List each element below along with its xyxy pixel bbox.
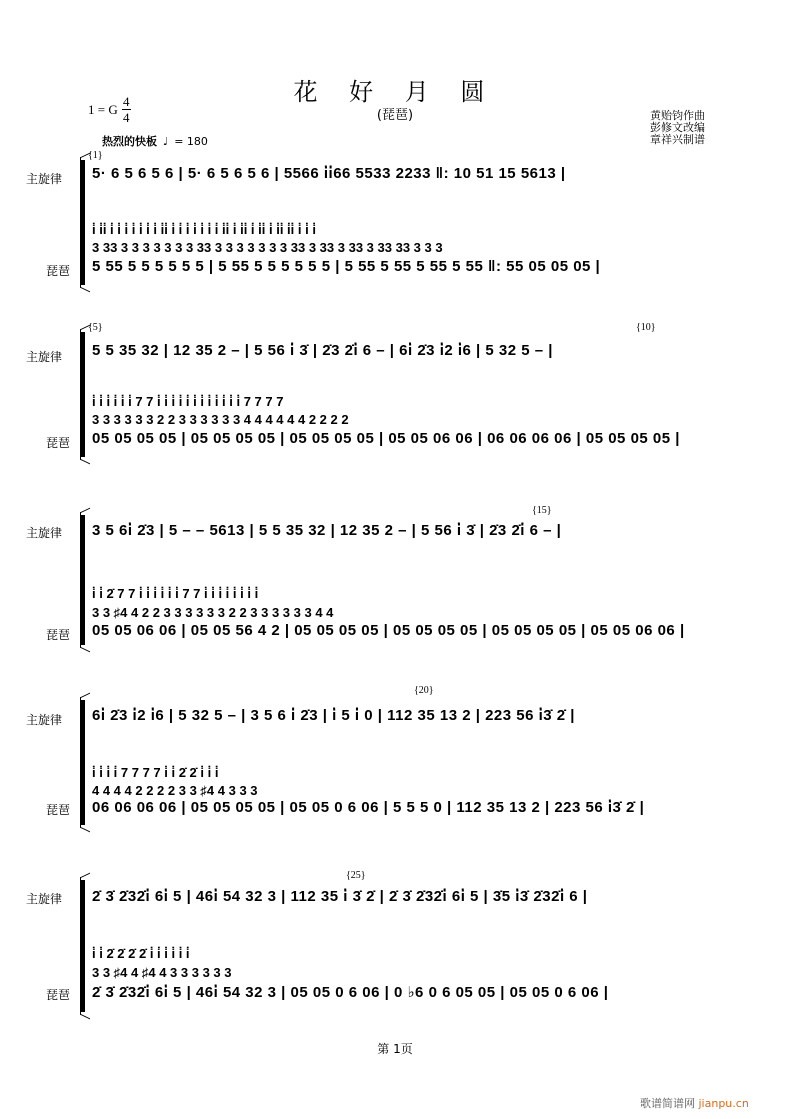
credits [650, 110, 705, 146]
pipa-chord-mid: 4 4 4 4 2 2 2 2 3 3 ♯4 4 3 3 3 [92, 783, 258, 798]
composer: 黄贻钧作曲 [650, 109, 705, 122]
pipa-chord-top: i̇ i̇ i̇ i̇ i̇ i̇ 7 7 i̇ i̇ i̇ i̇ i̇ i̇ i̇ i̇ i̇ i̇ i̇ i̇ 7 7 7 7 [92, 394, 284, 409]
part-label-pipa: 琵琶 [46, 628, 71, 642]
pipa-staff: 5 55 5 5 5 5 5 5 | 5 55 5 5 5 5 5 5 | 5 55 5 55 5 55 5 55 ‖: 55 05 05 05 | [92, 258, 601, 275]
system-bracket [80, 515, 85, 645]
pipa-chord-mid: 3 3 3 3 3 3 2 2 3 3 3 3 3 3 4 4 4 4 4 4 2 2 2 2 [92, 412, 349, 427]
pipa-chord-top: i̇ i̇ 2̇ 7 7 i̇ i̇ i̇ i̇ i̇ i̇ 7 7 i̇ i̇ i̇ i̇ i̇ i̇ i̇ i̇ [92, 586, 259, 601]
melody-staff: 5· 6 5 6 5 6 | 5· 6 5 6 5 6 | 5566 i̇i̇66 5533 2233 ‖: 10 51 15 5613 | [92, 165, 566, 182]
melody-staff: 3 5 6i̇ 2̇3 | 5 – – 5613 | 5 5 35 32 | 12 35 2 – | 5 56 i̇ 3̇ | 2̇3 2̇i̇ 6 – | [92, 522, 562, 539]
melody-staff: 2̇ 3̇ 2̇32̇i̇ 6i̇ 5 | 46i̇ 54 32 3 | 112 35 i̇ 3̇ 2̇ | 2̇ 3̇ 2̇32̇i̇ 6i̇ 5 | 3̇5 i̇3̇ 2̇32̇i̇ 6 | [92, 888, 588, 905]
score-subtitle: (琵琶) [376, 108, 414, 123]
page-number: 第 1页 [377, 1042, 413, 1056]
melody-staff: 6i̇ 2̇3 i̇2 i̇6 | 5 32 5 – | 3 5 6 i̇ 2̇3 | i̇ 5 i̇ 0 | 112 35 13 2 | 223 56 i̇3̇ 2̇ | [92, 707, 576, 724]
system-4 [0, 685, 790, 830]
part-label-melody: 主旋律 [26, 713, 63, 727]
part-label-pipa: 琵琶 [46, 264, 71, 278]
part-label-pipa: 琵琶 [46, 803, 71, 817]
pipa-staff: 2̇ 3̇ 2̇32̇i̇ 6i̇ 5 | 46i̇ 54 32 3 | 05 05 0 6 06 | 0 ♭6 0 6 05 05 | 05 05 0 6 06 | [92, 984, 609, 1001]
system-bracket [80, 700, 85, 825]
tempo-text: 热烈的快板 [102, 135, 157, 148]
melody-staff: 5 5 35 32 | 12 35 2 – | 5 56 i̇ 3̇ | 2̇3 2̇i̇ 6 – | 6i̇ 2̇3 i̇2 i̇6 | 5 32 5 – | [92, 342, 553, 359]
rehearsal-mark: {15} [532, 505, 552, 516]
part-label-pipa: 琵琶 [46, 988, 71, 1002]
key-text: 1 = G [88, 101, 118, 117]
system-bracket [80, 160, 85, 285]
part-label-pipa: 琵琶 [46, 436, 71, 450]
part-label-melody: 主旋律 [26, 172, 63, 186]
time-signature: 4 4 [122, 94, 130, 125]
score-title: 花 好 月 圆 [293, 78, 497, 106]
pipa-staff: 06 06 06 06 | 05 05 05 05 | 05 05 0 6 06 | 5 5 5 0 | 112 35 13 2 | 223 56 i̇3̇ 2̇ | [92, 799, 645, 816]
pipa-chord-top: i̇ i̇i̇ i̇ i̇ i̇ i̇ i̇ i̇ i̇ i̇i̇ i̇ i̇ i̇ i̇ i̇ i̇ i̇ i̇i̇ i̇ i̇i̇ i̇ i̇i̇ i̇ i̇i̇ i̇i̇ i̇ i̇ i̇ [92, 222, 316, 237]
key-signature [88, 95, 131, 124]
system-3 [0, 500, 790, 645]
system-2 [0, 322, 790, 462]
transcriber: 章祥兴制谱 [650, 133, 705, 146]
rehearsal-mark: {1} [88, 150, 103, 161]
pipa-chord-mid: 3 3 ♯4 4 ♯4 4 3 3 3 3 3 3 [92, 965, 232, 980]
rehearsal-mark: {20} [414, 685, 434, 696]
arranger: 彭修文改编 [650, 121, 705, 134]
system-bracket [80, 880, 85, 1012]
pipa-staff: 05 05 05 05 | 05 05 05 05 | 05 05 05 05 | 05 05 06 06 | 06 06 06 06 | 05 05 05 05 | [92, 430, 680, 447]
rehearsal-mark-10: {10} [636, 322, 656, 333]
pipa-chord-mid: 3 3 ♯4 4 2 2 3 3 3 3 3 3 2 2 3 3 3 3 3 3 4 4 [92, 605, 334, 620]
pipa-chord-top: i̇ i̇ i̇ i̇ 7 7 7 7 i̇ i̇ 2̇ 2̇ i̇ i̇ i̇ [92, 765, 219, 780]
quarter-note-icon: ♩ [163, 134, 169, 148]
system-1 [0, 150, 790, 290]
tempo-value: = 180 [174, 134, 208, 148]
pipa-staff: 05 05 06 06 | 05 05 56 4 2 | 05 05 05 05 | 05 05 05 05 | 05 05 05 05 | 05 05 06 06 | [92, 622, 685, 639]
part-label-melody: 主旋律 [26, 526, 63, 540]
system-bracket [80, 332, 85, 457]
part-label-melody: 主旋律 [26, 350, 63, 364]
pipa-chord-top: i̇ i̇ 2̇ 2̇ 2̇ 2̇ i̇ i̇ i̇ i̇ i̇ i̇ [92, 946, 190, 961]
watermark: 歌谱简谱网 jianpu.cn [640, 1097, 749, 1110]
system-5 [0, 870, 790, 1020]
tempo-marking [102, 133, 208, 149]
rehearsal-mark: {5} [88, 322, 103, 333]
part-label-melody: 主旋律 [26, 892, 63, 906]
pipa-chord-mid: 3 33 3 3 3 3 3 3 3 33 3 3 3 3 3 3 3 33 3 33 3 33 3 33 33 3 3 3 [92, 240, 443, 255]
rehearsal-mark: {25} [346, 870, 366, 881]
